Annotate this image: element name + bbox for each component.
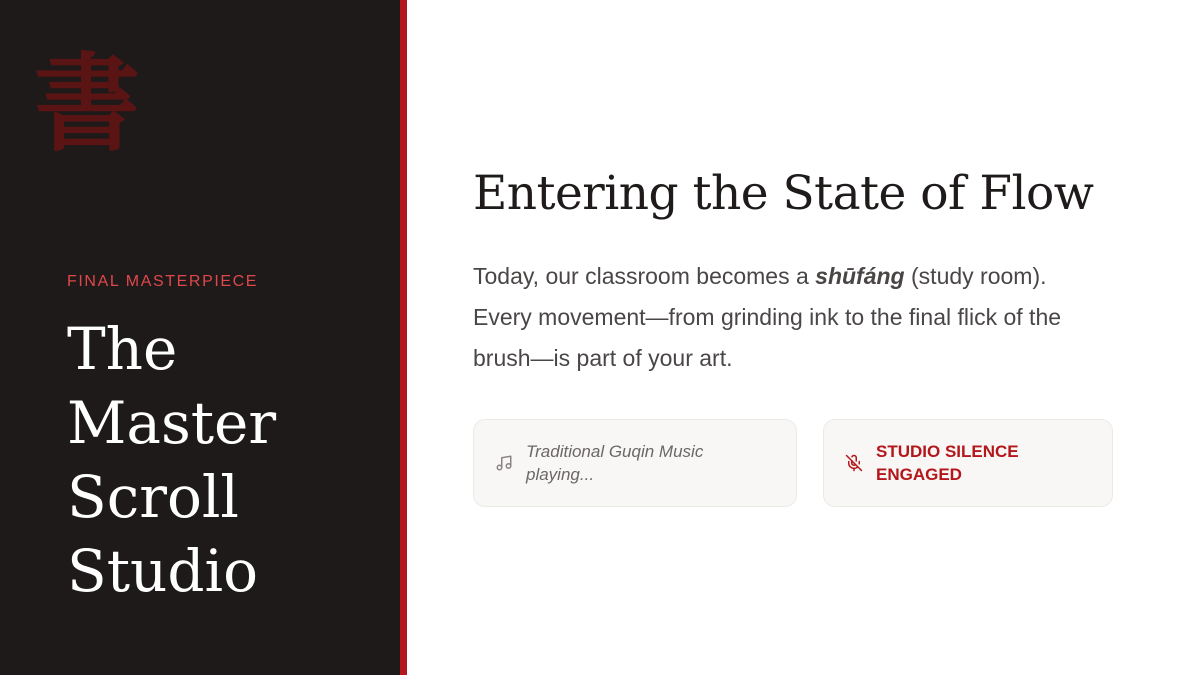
calligraphy-seal-character: 書 bbox=[34, 43, 140, 166]
shufang-term: shūfáng bbox=[815, 263, 905, 289]
section-heading: Entering the State of Flow bbox=[473, 166, 1094, 221]
title-panel bbox=[0, 0, 400, 675]
eyebrow-label: FINAL MASTERPIECE bbox=[67, 273, 259, 290]
silence-status-text: STUDIO SILENCE ENGAGED bbox=[876, 442, 1019, 484]
slide-title-line: The bbox=[67, 315, 178, 383]
slide-title bbox=[67, 312, 367, 608]
content-panel bbox=[407, 0, 1200, 675]
slide-title-line: Scroll bbox=[67, 463, 239, 531]
microphone-off-icon bbox=[844, 453, 864, 473]
intro-text-end: (study room). Every movement—from grinding ink to the final flick of the brush—is part of your art. bbox=[473, 263, 1062, 371]
intro-paragraph bbox=[473, 256, 1103, 379]
accent-divider bbox=[400, 0, 407, 675]
silence-status-card[interactable] bbox=[823, 419, 1113, 507]
music-status-card[interactable] bbox=[473, 419, 797, 507]
slide-title-line: Studio bbox=[67, 537, 258, 605]
intro-text-start: Today, our classroom becomes a bbox=[473, 263, 816, 289]
music-note-icon bbox=[494, 453, 514, 473]
slide-title-line: Master bbox=[67, 389, 277, 457]
music-status-text: Traditional Guqin Music playing... bbox=[526, 442, 704, 484]
